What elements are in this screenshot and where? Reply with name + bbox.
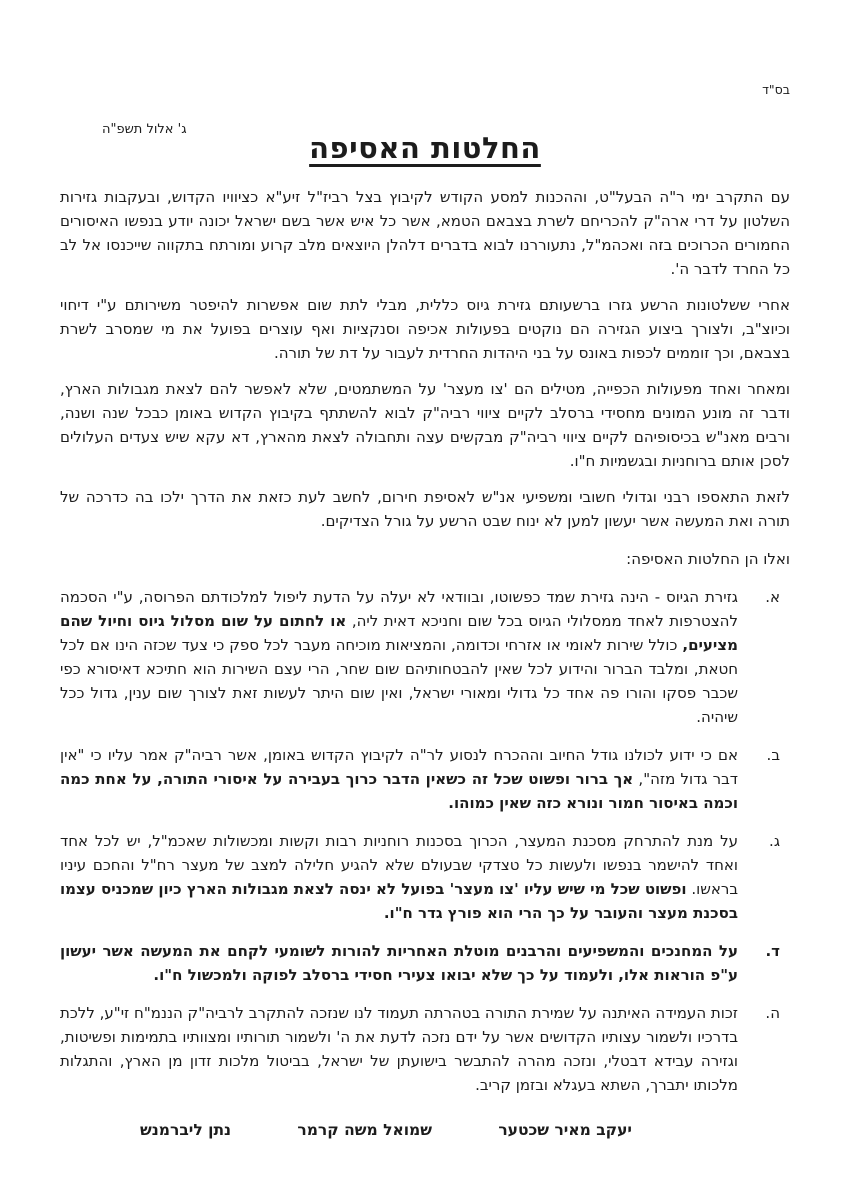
paragraph: לזאת התאספו רבני וגדולי חשובי ומשפיעי אנ"ש לאסיפת חירום, לחשב לעת כזאת את הדרך ילכו בה כדרכה של תורה ואת המעשה אשר יעשון למען לא ינוח שבט הרשע על גורל הצדיקים. — [60, 488, 790, 530]
document-date: ג' אלול תשפ"ה — [102, 122, 187, 137]
paragraph: אחרי ששלטונות הרשע גזרו ברשעותם גזירת גיוס כללית, מבלי לתת שום אפשרות להיפטר משירותם ע"י דיחוי וכיוצ"ב, ולצורך ביצוע הגזירה הם נוקטים בפעולות אכיפה וסנקציות ואף עוצרים בפועל את מי שמסרב לשרת בצבאם, וכך זוממים לכפות באונס על בני היהדות החרדית לעבור על דת של תורה. — [60, 296, 790, 362]
page-title: החלטות האסיפה — [309, 131, 541, 165]
resolution-marker: ד. — [765, 942, 780, 960]
resolution-text: זכות העמידה האיתנה על שמירת התורה בטהרתה תעמוד לנו שנזכה להתקרב לרביה"ק הננמ"ח זי"ע, ללכת בדרכיו ולשמור עצותיו הקדושים אשר על ידם נזכה לדעת את ה' ולשמור תורותיו ומצוותיו בתמימות ופשיטות, וגזירה עבידא דבטלי, ונזכה מהרה להתבשר בישועתן של ישראל, בביטול מלכות זדון מן הארץ, והתגלות מלכותו יתברך, השתא בעגלא ובזמן קריב. — [60, 1004, 738, 1094]
signature-name: נתן ליברמנש — [140, 1121, 232, 1139]
resolution-item — [60, 743, 790, 815]
signatures-row — [140, 1121, 632, 1139]
resolution-item — [60, 1001, 790, 1097]
resolutions-intro: ואלו הן החלטות האסיפה: — [626, 550, 790, 568]
signature-name: שמואל משה קרמר — [297, 1121, 433, 1139]
resolution-marker: ב. — [766, 746, 780, 764]
resolution-text: על מנת להתרחק מסכנת המעצר, הכרוך בסכנות רוחניות רבות וקשות ומכשולות שאכמ"ל, יש לכל אחד ואחד להישמר בנפשו ולעשות כל טצדקי שבעולם שלא להגיע חלילה למצב של מעצר רח"ל והחכם עיניו בראשו. ופשוט שכל מי שיש עליו 'צו מעצר' בפועל לא ינסה לצאת מגבולות הארץ כיון שמכניס עצמו בסכנת מעצר והעובר על כך הרי הוא פורץ גדר ח"ו. — [60, 832, 739, 922]
resolution-item — [60, 585, 790, 729]
bsd-header: בס"ד — [762, 82, 790, 97]
resolution-text: אם כי ידוע לכולנו גודל החיוב וההכרח לנסוע לר"ה לקיבוץ הקדוש באומן, אשר רביה"ק אמר עליו כי "אין דבר גדול מזה", אך ברור ופשוט שכל זה כשאין הדבר כרוך בעבירה על איסורי התורה, על אחת כמה וכמה באיסור חמור ונורא כזה שאין כמוהו. — [60, 746, 738, 812]
signature-name: יעקב מאיר שכטער — [498, 1121, 632, 1139]
resolution-text: על המחנכים והמשפיעים והרבנים מוטלת האחריות להורות לשומעי לקחם את המעשה אשר יעשון ע"פ הוראות אלו, ולעמוד על כך שלא יבואו צעירי חסידי ברסלב לפוקה ולמכשול ח"ו. — [60, 942, 738, 984]
resolution-marker: א. — [765, 588, 780, 606]
resolution-item — [60, 829, 790, 925]
resolution-text: גזירת הגיוס - הינה גזירת שמד כפשוטו, ובוודאי לא יעלה על הדעת ליפול למלכודתם הפרוסה, ע"י הסכמה להצטרפות לאחד ממסלולי הגיוס בכל שום וחניכא דאית ליה, או לחתום על שום מסלול גיוס וחיול שהם מציעים, כולל שירות לאומי או אזרחי וכדומה, והמציאות מוכיחה מעבר לכל ספק כי צעד שכזה הינו אם לכל חטאת, ומלבד הברור והידוע לכל שאין להבטחותיהם שום שחר, הרי עצם השירות הוא חתיכא דאיסורא כפי שכבר פסקו והורו פה אחד כל גדולי ומאורי ישראל, ואין שום היתר לעשות זאת לצורך שום ענין, גדול ככל שיהיה. — [60, 588, 739, 726]
resolution-item — [60, 939, 790, 987]
resolutions-list — [60, 585, 790, 1097]
document-body — [60, 185, 790, 1139]
paragraph: עם התקרב ימי ר"ה הבעל"ט, וההכנות למסע הקודש לקיבוץ בצל רביז"ל זיע"א כציוויו הקדוש, ובעקבות גזירות השלטון על דרי ארה"ק להכריחם לשרת בצבאם הטמא, אשר כל איש אשר בשם ישראל יכונה יודע בנפשו האיסורים החמורים הכרוכים בזה ואכהמ"ל, נתעוררנו לבוא בדברים דלהלן היוצאים מלב קרוע ומורתח בתקווה שייכנסו אל לב כל החרד לדבר ה'. — [60, 188, 790, 278]
resolution-marker: ה. — [765, 1004, 780, 1022]
paragraph: ומאחר ואחד מפעולות הכפייה, מטילים הם 'צו מעצר' על המשתמטים, שלא לאפשר להם לצאת מגבולות הארץ, ודבר זה מונע המונים מחסידי ברסלב לקיים ציווי רביה"ק לבוא להשתתף בקיבוץ הקדוש באומן כבכל שנה ושנה, ורבים מאנ"ש בכיסופיהם לקיים ציווי רביה"ק מבקשים עצה ותחבולה לצאת מהארץ, דא עקא שיש צעדים העלולים לסכן אותם ברוחניות ובגשמיות ח"ו. — [60, 380, 790, 470]
resolution-marker: ג. — [769, 832, 780, 850]
